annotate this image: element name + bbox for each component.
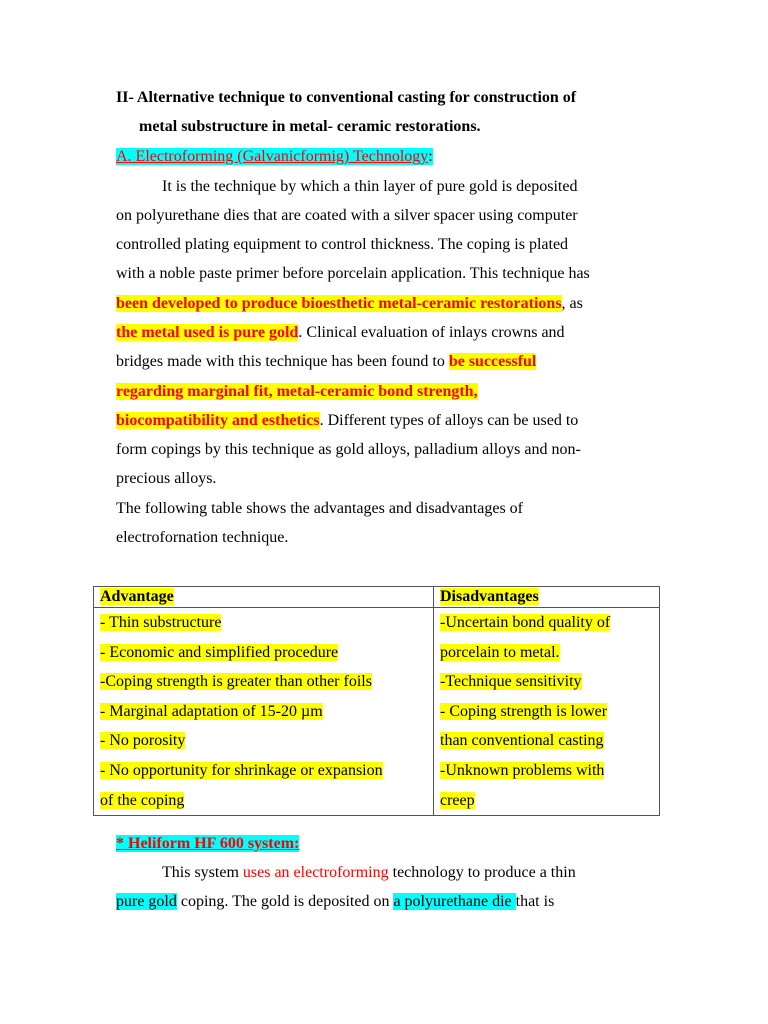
subheading <box>116 147 433 167</box>
highlight-text: pure gold <box>116 893 177 910</box>
list-item <box>100 697 427 727</box>
paragraph-text: form copings by this technique as gold alloys, palladium alloys and non- <box>116 441 581 458</box>
disadvantage-text: porcelain to metal. <box>440 643 560 661</box>
disadvantage-text: creep <box>440 791 475 809</box>
advantage-text: -Coping strength is greater than other foils <box>100 673 372 691</box>
advantage-text: - Marginal adaptation of 15-20 µm <box>100 702 323 720</box>
highlight-text: been developed to produce bioesthetic metal-ceramic restorations <box>116 295 562 312</box>
advantage-text: - Economic and simplified procedure <box>100 643 339 661</box>
section-heading <box>116 88 576 108</box>
advantage-header-cell <box>94 587 434 608</box>
highlight-text: a polyurethane die <box>393 893 516 910</box>
paragraph-text: The following table shows the advantages and disadvantages of <box>116 500 523 517</box>
paragraph-line <box>116 264 590 284</box>
advantage-header: Advantage <box>100 588 174 605</box>
paragraph-text: , as <box>561 295 583 312</box>
paragraph-line <box>116 469 216 489</box>
list-item <box>100 608 427 638</box>
advantage-text: of the coping <box>100 791 185 809</box>
disadvantage-text: -Technique sensitivity <box>440 673 582 691</box>
advantages-column <box>94 608 434 816</box>
disadvantage-text: than conventional casting <box>440 732 604 750</box>
list-item <box>100 786 427 816</box>
paragraph-text: It is the technique by which a thin layer of pure gold is deposited <box>162 178 578 195</box>
highlight-text: the metal used is pure gold <box>116 324 299 341</box>
heliform-heading <box>116 834 299 854</box>
paragraph-line <box>162 177 577 197</box>
paragraph-text: with a noble paste primer before porcelain application. This technique has <box>116 265 590 282</box>
table-row <box>94 608 660 816</box>
heliform-title: * Heliform HF 600 system: <box>116 835 300 852</box>
paragraph-text: coping. The gold is deposited on <box>176 893 394 910</box>
subheading-title: A. Electroforming (Galvanicformig) Technology <box>116 148 429 165</box>
disadvantages-column <box>434 608 660 816</box>
list-item <box>440 608 653 638</box>
paragraph-line <box>116 440 581 460</box>
paragraph-line <box>116 382 478 402</box>
paragraph-text: controlled plating equipment to control thickness. The coping is plated <box>116 236 569 253</box>
paragraph-text: electrofornation technique. <box>116 529 289 546</box>
paragraph-text: . Clinical evaluation of inlays crowns and <box>298 324 565 341</box>
list-item <box>100 638 427 668</box>
disadvantage-header-cell <box>434 587 660 608</box>
paragraph-line <box>116 206 578 226</box>
paragraph-text: bridges made with this technique has been found to <box>116 353 449 370</box>
disadvantage-header: Disadvantages <box>440 588 539 605</box>
paragraph-line <box>162 863 576 883</box>
table-header-row <box>94 587 660 608</box>
list-item <box>100 667 427 697</box>
advantage-text: - No porosity <box>100 732 186 750</box>
list-item <box>440 667 653 697</box>
list-item <box>440 726 653 756</box>
advantage-text: - No opportunity for shrinkage or expansion <box>100 761 383 779</box>
advantages-table <box>93 586 660 816</box>
paragraph-line <box>116 294 583 314</box>
disadvantage-text: -Unknown problems with <box>440 761 605 779</box>
paragraph-line <box>116 352 536 372</box>
paragraph-text: . Different types of alloys can be used to <box>319 412 579 429</box>
paragraph-line <box>116 499 523 519</box>
list-item <box>440 638 653 668</box>
paragraph-text: technology to produce a thin <box>388 864 576 881</box>
highlight-text: biocompatibility and esthetics <box>116 412 320 429</box>
paragraph-text: This system <box>162 864 243 881</box>
subheading-colon: : <box>428 148 433 165</box>
section-heading-continued <box>139 117 481 137</box>
advantage-text: - Thin substructure <box>100 614 222 631</box>
paragraph-line <box>116 323 565 343</box>
highlight-text: be successful <box>448 353 537 370</box>
paragraph-text: that is <box>515 893 555 910</box>
list-item <box>100 726 427 756</box>
disadvantage-text: -Uncertain bond quality of <box>440 614 611 631</box>
section-heading-line-1: II- Alternative technique to conventional casting for construction of <box>116 89 577 106</box>
paragraph-text: precious alloys. <box>116 470 217 487</box>
paragraph-line <box>116 892 554 912</box>
list-item <box>440 697 653 727</box>
red-text: uses an electroforming <box>242 864 389 881</box>
section-heading-line-2: metal substructure in metal- ceramic restorations. <box>139 118 481 135</box>
highlight-text: regarding marginal fit, metal-ceramic bond strength, <box>116 383 478 400</box>
paragraph-text: on polyurethane dies that are coated with a silver spacer using computer <box>116 207 578 224</box>
list-item <box>440 756 653 786</box>
list-item <box>100 756 427 786</box>
disadvantage-text: - Coping strength is lower <box>440 702 608 720</box>
paragraph-line <box>116 235 568 255</box>
paragraph-line <box>116 411 578 431</box>
list-item <box>440 786 653 816</box>
paragraph-line <box>116 528 288 548</box>
